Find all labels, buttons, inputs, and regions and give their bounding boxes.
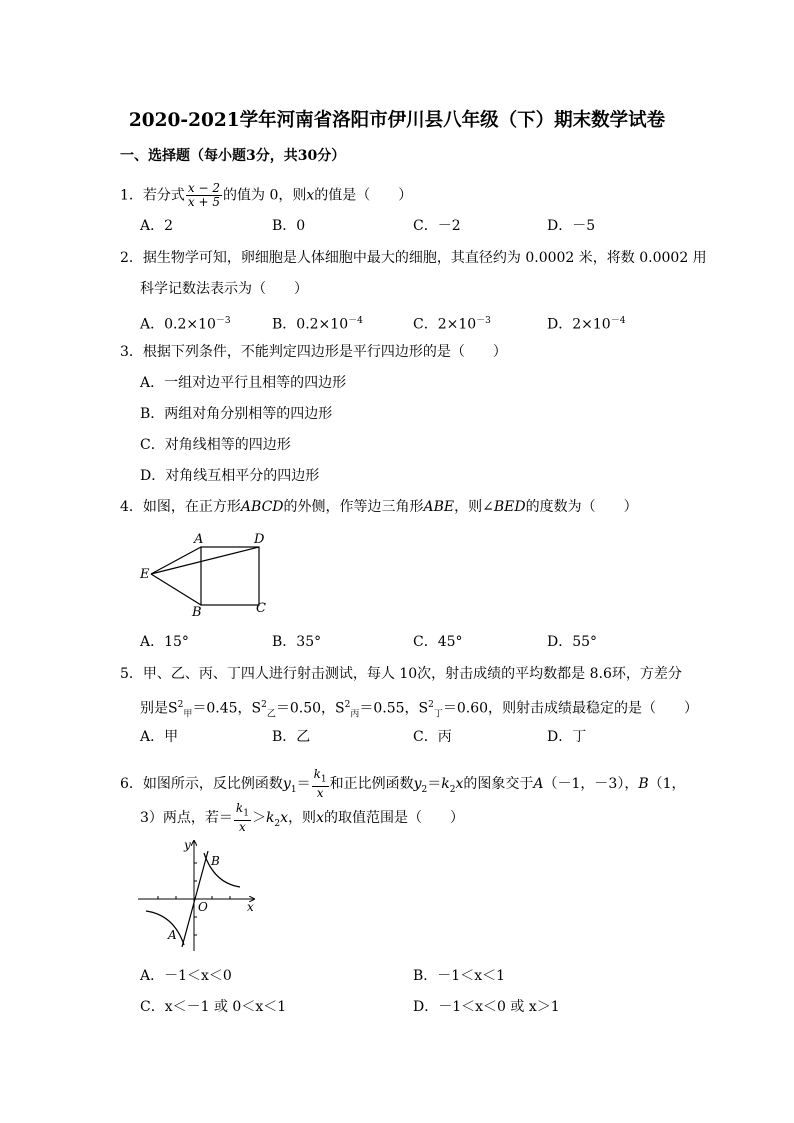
q6-l2-num [234, 802, 251, 821]
q6-option-c[interactable]: C．x＜－1 或 0＜x＜1 [140, 999, 287, 1015]
question-2-stem-line1: 2．据生物学可知，卵细胞是人体细胞中最大的细胞，其直径约为 0.0002 米，将数 0.0002 用 [120, 250, 707, 266]
q5-var-s: S [251, 700, 262, 717]
q6-point-b: B [638, 776, 649, 793]
q4-square-figure [130, 528, 280, 623]
graph-label-o: O [198, 900, 208, 914]
q6-l2-x: x [280, 810, 289, 827]
q6-l2-mid: ，则 [288, 810, 317, 827]
q6-l1-post: 的图象交于 [463, 776, 534, 793]
q5-line2-pre: 别是 [140, 700, 168, 717]
q6-y2-sub: 2 [421, 785, 428, 795]
q5-option-c[interactable]: C．丙 [413, 729, 452, 745]
question-6-stem-line1 [120, 768, 686, 800]
q4-abcd: ABCD [240, 499, 284, 515]
q4-option-d[interactable]: D．55° [547, 634, 598, 650]
q5-var-val: ＝0.55， [359, 700, 419, 717]
q6-option-d[interactable]: D．－1＜x＜0 或 x＞1 [413, 999, 560, 1015]
q6-k1-over-x [312, 768, 329, 800]
q4-option-c[interactable]: C．45° [413, 634, 463, 650]
question-5-stem-line2 [140, 695, 698, 724]
q2-option-b[interactable] [272, 311, 363, 335]
q4-post: 的度数为（ ） [525, 499, 638, 515]
q1-numerator: x − 2 [187, 181, 221, 195]
q3-option-b[interactable]: B．两组对角分别相等的四边形 [140, 406, 333, 422]
q6-l2-k2-sub: 2 [274, 819, 281, 829]
q2-d-base: D．2×10 [547, 316, 611, 333]
q4-bed: BED [493, 499, 526, 515]
q4-option-b[interactable]: B．35° [272, 634, 322, 650]
q1-mid: 的值为 0，则 [223, 187, 307, 204]
q2-option-a[interactable] [140, 311, 231, 335]
q2-option-c[interactable] [413, 311, 491, 335]
q6-l2-k1-sub: 1 [243, 808, 249, 819]
q6-y2: y [413, 776, 422, 793]
q5-var-val: ＝0.50， [275, 700, 336, 717]
question-5-stem-line1: 5．甲、乙、丙、丁四人进行射击测试，每人 10次，射击成绩的平均数都是 8.6环，方差分 [120, 666, 682, 682]
q5-option-a[interactable]: A．甲 [140, 729, 179, 745]
q5-var-s: S [168, 700, 178, 717]
hyperbola-branch-3 [146, 911, 184, 945]
q6-l2-eq: ＝ [218, 810, 233, 827]
q1-option-c[interactable]: C．－2 [413, 218, 461, 234]
q6-k1: k [313, 767, 321, 781]
q6-option-a[interactable]: A．－1＜x＜0 [140, 968, 232, 984]
question-6-stem-line2 [140, 802, 464, 834]
q5-var-sub: 丙 [350, 709, 360, 720]
q6-l2-fraction [234, 802, 251, 834]
q5-var-s: S [418, 700, 429, 717]
q6-point-a: A [533, 776, 544, 793]
q5-var-sup: 2 [428, 700, 434, 710]
q2-d-exp: －4 [610, 316, 626, 326]
q5-option-b[interactable]: B．乙 [272, 729, 311, 745]
q5-line2-post: 则射击成绩最稳定的是（ ） [502, 700, 699, 717]
q5-var-s: S [335, 700, 345, 717]
q5-var-sup: 2 [261, 700, 267, 710]
graph-label-x: x [247, 900, 254, 914]
label-e: E [140, 567, 150, 582]
q6-function-graph [130, 835, 265, 955]
q6-l1-mid: 和正比例函数 [329, 776, 414, 793]
q5-option-d[interactable]: D．丁 [547, 729, 587, 745]
q6-y1: y [282, 776, 291, 793]
q2-c-exp: －3 [476, 316, 491, 326]
segment-ea [151, 547, 201, 574]
segment-eb [151, 574, 201, 605]
q1-option-a[interactable]: A．2 [140, 218, 174, 234]
q3-option-d[interactable]: D．对角线互相平分的四边形 [140, 468, 320, 484]
q5-var-sub: 丁 [433, 709, 443, 720]
q6-option-b[interactable]: B．－1＜x＜1 [413, 968, 505, 984]
label-d: D [254, 532, 265, 547]
q2-a-base: A．0.2×10 [140, 316, 216, 333]
q6-x-den: x [316, 786, 324, 801]
q1-option-d[interactable]: D．－5 [547, 218, 596, 234]
q1-denominator: x + 5 [187, 195, 221, 209]
segment-ed [151, 547, 259, 574]
q6-l2-den: x [239, 820, 246, 835]
q1-pre: 1．若分式 [120, 187, 185, 204]
q6-l2-post: 的取值范围是（ ） [323, 810, 464, 827]
q6-y1-sub: 1 [290, 785, 297, 795]
q6-l2-gt: ＞ [251, 810, 266, 827]
label-c: C [256, 601, 266, 616]
q6-l2-pre: 3）两点，若 [140, 810, 219, 827]
label-b: B [192, 605, 202, 620]
question-4-stem [120, 497, 638, 517]
page-title: 2020-2021学年河南省洛阳市伊川县八年级（下）期末数学试卷 [128, 110, 666, 131]
q4-option-a[interactable]: A．15° [140, 634, 189, 650]
graph-label-y: y [184, 838, 191, 852]
q2-c-base: C．2×10 [413, 316, 477, 333]
q3-option-c[interactable]: C．对角线相等的四边形 [140, 437, 291, 453]
q3-option-a[interactable]: A．一组对边平行且相等的四边形 [140, 375, 347, 391]
q1-var: x [306, 187, 315, 204]
q6-eq: ＝ [296, 776, 311, 793]
q6-k1-num [312, 768, 329, 787]
q2-option-d[interactable] [547, 311, 625, 335]
q6-coord-b: （1， [648, 776, 686, 793]
q1-fraction [186, 182, 222, 209]
q2-b-base: B．0.2×10 [272, 316, 349, 333]
label-a: A [194, 532, 204, 547]
q6-l2-var: x [316, 810, 324, 827]
q6-k1-sub: 1 [320, 774, 327, 785]
section-heading: 一、选择题（每小题3分，共30分） [120, 148, 346, 164]
q6-k2-sub: 2 [449, 785, 456, 795]
question-3-stem: 3．根据下列条件，不能判定四边形是平行四边形的是（ ） [120, 344, 507, 360]
q2-a-exp: －3 [215, 316, 231, 326]
question-1-stem [120, 182, 412, 209]
q1-option-b[interactable]: B．0 [272, 218, 306, 234]
q6-k2: k [441, 776, 450, 793]
q6-x: x [455, 776, 464, 793]
q5-var-sub: 甲 [183, 709, 193, 720]
q5-var-sup: 2 [177, 700, 184, 710]
q6-eq2: ＝ [427, 776, 442, 793]
q6-l2-k1: k [235, 801, 244, 815]
q4-mid2: ，则∠ [454, 499, 494, 515]
q4-pre: 4．如图，在正方形 [120, 499, 241, 515]
question-2-stem-line2: 科学记数法表示为（ ） [140, 281, 308, 297]
q6-l2-k2: k [265, 810, 275, 827]
q6-l1-pre: 6．如图所示，反比例函数 [120, 776, 283, 793]
q5-var-sup: 2 [344, 700, 351, 710]
graph-label-b: B [211, 854, 220, 868]
graph-label-a: A [168, 928, 177, 942]
square-abcd [201, 547, 259, 605]
q4-abe: ABE [423, 499, 455, 515]
q2-b-exp: －4 [348, 316, 363, 326]
hyperbola-branch-1 [204, 853, 240, 887]
q5-var-val: ＝0.45， [192, 700, 252, 717]
q4-mid: 的外侧，作等边三角形 [283, 499, 424, 515]
q5-var-sub: 乙 [266, 709, 276, 720]
q6-coord-a: （－1，－3）， [543, 776, 639, 793]
q1-post: 的值是（ ） [314, 187, 413, 204]
q5-var-val: ＝0.60， [442, 700, 503, 717]
